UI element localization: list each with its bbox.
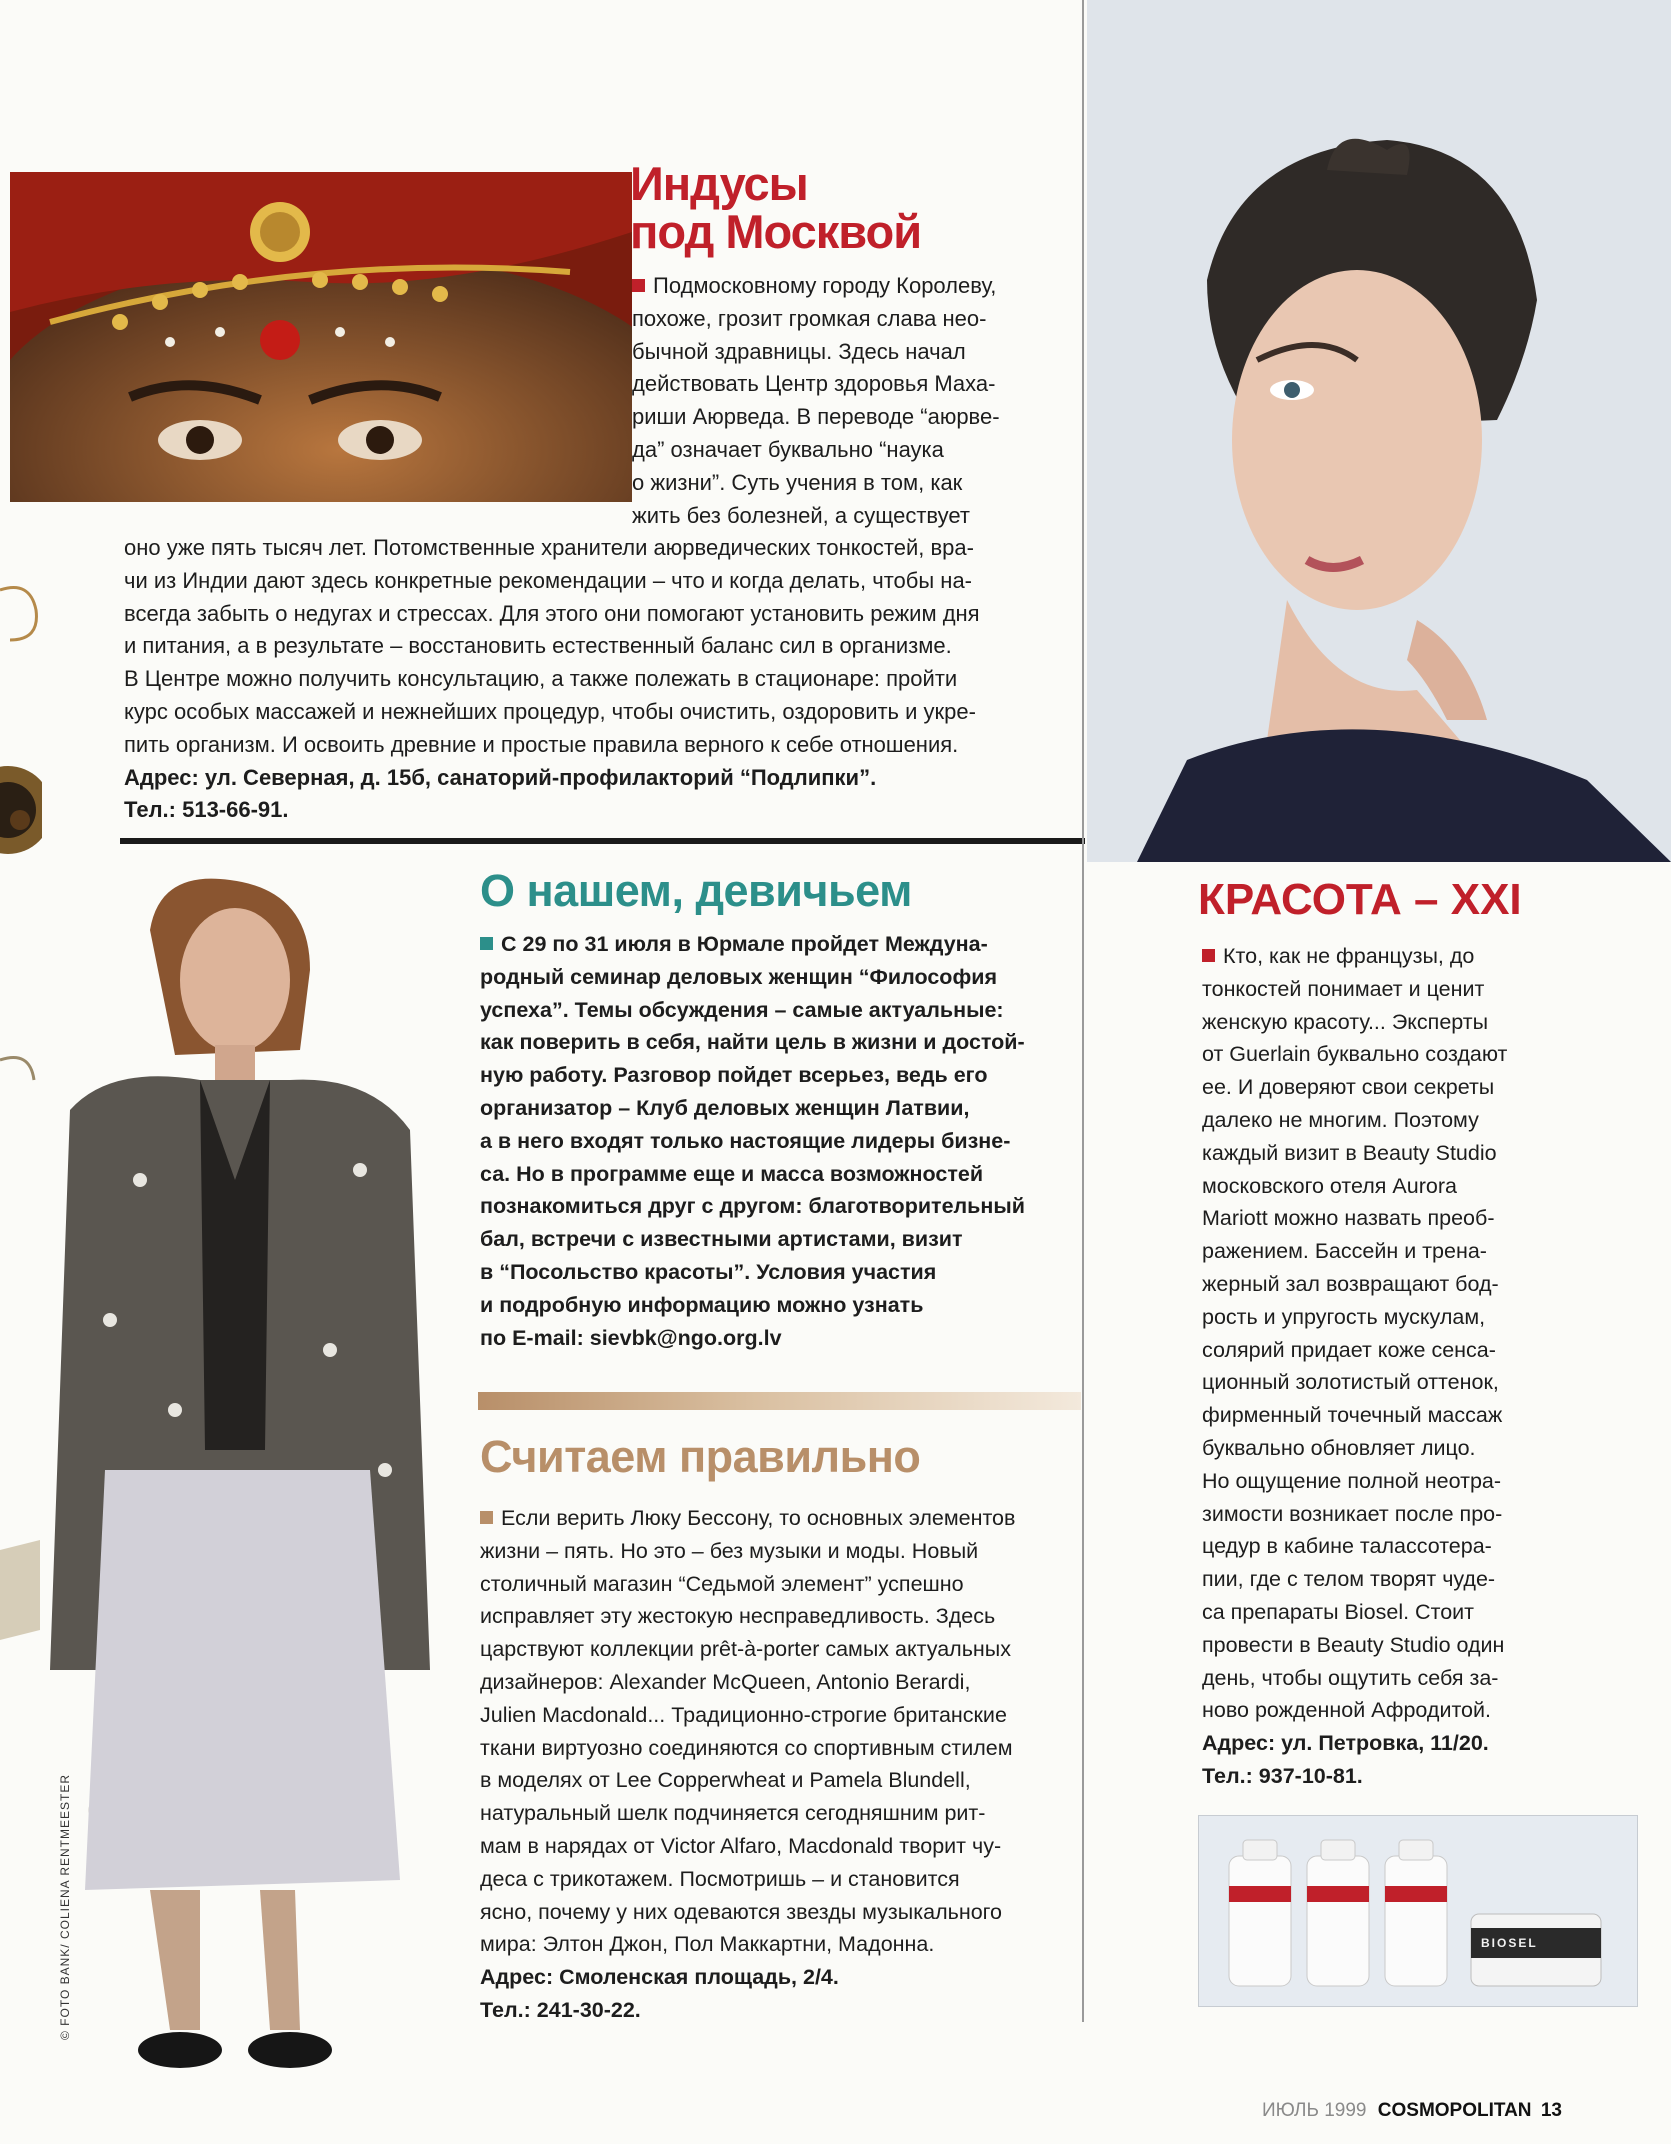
- text-line: организатор – Клуб деловых женщин Латвии,: [480, 1095, 970, 1120]
- article4-address: Адрес: ул. Петровка, 11/20.: [1202, 1731, 1489, 1756]
- text-line: деса с трикотажем. Посмотришь – и становится: [480, 1866, 960, 1891]
- text-line: тонкостей понимает и ценит: [1202, 976, 1485, 1001]
- text-line: Но ощущение полной неотра-: [1202, 1468, 1502, 1493]
- column-divider-bottom: [1082, 862, 1084, 2022]
- text-line: Julien Macdonald... Традиционно-строгие британские: [480, 1702, 1007, 1727]
- text-line: бал, встречи с известными артистами, визит: [480, 1227, 963, 1252]
- article2-title: О нашем, девичьем: [480, 865, 912, 916]
- text-line: С 29 по 31 июля в Юрмале пройдет Междуна-: [480, 928, 1080, 961]
- section-divider: [120, 838, 1085, 844]
- text-line: а в него входят только настоящие лидеры бизне-: [480, 1128, 1011, 1153]
- text-line: Если верить Люку Бессону, то основных элементов: [480, 1502, 1080, 1535]
- text-line: действовать Центр здоровья Маха-: [632, 371, 996, 397]
- footer-page-number: 13: [1540, 2100, 1562, 2121]
- text-line: Mariott можно назвать преоб-: [1202, 1206, 1495, 1231]
- text-line: В Центре можно получить консультацию, а также полежать в стационаре: пройти: [124, 666, 958, 692]
- footer-date: ИЮЛЬ 1999: [1262, 2100, 1367, 2121]
- text-line: мам в нарядах от Victor Alfaro, Macdonald творит чу-: [480, 1833, 1002, 1858]
- text-line: буквально обновляет лицо.: [1202, 1435, 1476, 1460]
- red-bullet-icon: [632, 279, 645, 292]
- text-line: жизни – пять. Но это – без музыки и моды. Новый: [480, 1538, 979, 1563]
- article1-title-line1: Индусы: [630, 157, 808, 210]
- column-divider-top: [1082, 0, 1084, 862]
- text-line: Подмосковному городу Королеву,: [632, 270, 1062, 303]
- article4-body: [1202, 940, 1642, 1793]
- article4-phone: Тел.: 937-10-81.: [1202, 1763, 1363, 1788]
- text-line: и подробную информацию можно узнать: [480, 1292, 924, 1317]
- text-line: оно уже пять тысяч лет. Потомственные хранители аюрведических тонкостей, вра-: [124, 535, 974, 560]
- text-line: женскую красоту... Эксперты: [1202, 1009, 1489, 1034]
- text-line: всегда забыть о недугах и стрессах. Для этого они помогают установить режим дня: [124, 600, 980, 626]
- text-line: чи из Индии дают здесь конкретные рекомендации – что и когда делать, чтобы на-: [124, 567, 972, 593]
- red-bullet-icon: [1202, 949, 1215, 962]
- article4-title: КРАСОТА – XXI: [1198, 875, 1522, 924]
- text-line: ясно, почему у них одеваются звезды музыкального: [480, 1899, 1002, 1924]
- text-line: столичный магазин “Седьмой элемент” успешно: [480, 1571, 964, 1596]
- text-line: цедур в кабине талассотера-: [1202, 1534, 1492, 1559]
- text-line: пии, где с телом творят чуде-: [1202, 1567, 1496, 1592]
- text-line: успеха”. Темы обсуждения – самые актуальные:: [480, 997, 1004, 1022]
- text-line: родный семинар деловых женщин “Философия: [480, 964, 998, 989]
- text-line: рость и упругость мускулам,: [1202, 1304, 1486, 1329]
- text-line: са препараты Biosel. Стоит: [1202, 1599, 1475, 1624]
- article3-title: Считаем правильно: [480, 1431, 921, 1482]
- text-line: зимости возникает после про-: [1202, 1501, 1503, 1526]
- text-line: да” означает буквально “наука: [632, 436, 944, 462]
- text-line: и питания, а в результате – восстановить естественный баланс сил в организме.: [124, 633, 952, 659]
- woman-portrait-illustration: [1087, 0, 1671, 862]
- text-line: ционный золотистый оттенок,: [1202, 1370, 1499, 1395]
- text-line: ново рожденной Афродитой.: [1202, 1698, 1492, 1723]
- text-line: са. Но в программе еще и масса возможностей: [480, 1161, 984, 1186]
- text-line: каждый визит в Beauty Studio: [1202, 1140, 1497, 1165]
- text-line: день, чтобы ощутить себя за-: [1202, 1665, 1499, 1690]
- text-line: дизайнеров: Alexander McQueen, Antonio Berardi,: [480, 1669, 971, 1694]
- text-line: далеко не многим. Поэтому: [1202, 1107, 1479, 1132]
- page-footer: [1262, 2100, 1562, 2122]
- text-line: как поверить в себя, найти цель в жизни и достой-: [480, 1030, 1025, 1055]
- text-line: от Guerlain буквально создают: [1202, 1042, 1508, 1067]
- text-line: Кто, как не французы, до: [1202, 940, 1642, 973]
- text-line: натуральный шелк подчиняется сегодняшним рит-: [480, 1801, 986, 1826]
- article1-body-narrow: [632, 270, 1062, 532]
- article3-phone: Тел.: 241-30-22.: [480, 1997, 641, 2022]
- text-line: пить организм. И освоить древние и простые правила верного к себе отношения.: [124, 731, 959, 757]
- text-line: бычной здравницы. Здесь начал: [632, 338, 966, 364]
- text-line: московского отеля Aurora: [1202, 1173, 1457, 1198]
- text-line: в моделях от Lee Copperwheat и Pamela Blundell,: [480, 1768, 971, 1793]
- article1-title: [630, 157, 922, 258]
- article1-address: Адрес: ул. Северная, д. 15б, санаторий-профилакторий “Подлипки”.: [124, 764, 877, 790]
- article1-title-line2: под Москвой: [630, 204, 922, 258]
- text-line: в “Посольство красоты”. Условия участия: [480, 1259, 937, 1284]
- footer-magazine: COSMOPOLITAN: [1377, 2100, 1532, 2121]
- woman-portrait-photo: [1087, 0, 1671, 862]
- text-line: о жизни”. Суть учения в том, как: [632, 469, 963, 495]
- text-line: ткани виртуозно соединяются со спортивным стилем: [480, 1735, 1013, 1760]
- text-line: исправляет эту жестокую несправедливость. Здесь: [480, 1604, 996, 1629]
- article3-address: Адрес: Смоленская площадь, 2/4.: [480, 1965, 839, 1990]
- biosel-bottles-illustration: [1199, 1816, 1637, 2006]
- text-line: ную работу. Разговор пойдет всерьез, ведь его: [480, 1063, 988, 1088]
- text-line: по E-mail: sievbk@ngo.org.lv: [480, 1325, 782, 1350]
- article1-phone: Тел.: 513-66-91.: [124, 797, 289, 823]
- tan-bullet-icon: [480, 1511, 493, 1524]
- text-line: познакомиться друг с другом: благотворительный: [480, 1194, 1025, 1219]
- photo-credit: © FOTO BANK/ COLIENA RENTMEESTER: [58, 1774, 72, 2040]
- tan-divider: [478, 1392, 1081, 1410]
- teal-bullet-icon: [480, 937, 493, 950]
- text-line: курс особых массажей и нежнейших процедур, чтобы очистить, оздоровить и укре-: [124, 698, 976, 724]
- article3-body: [480, 1502, 1080, 2027]
- indian-woman-photo: [10, 172, 632, 502]
- text-line: фирменный точечный массаж: [1202, 1403, 1503, 1428]
- text-line: похоже, грозит громкая слава нео-: [632, 305, 987, 331]
- biosel-products-photo: [1198, 1815, 1638, 2007]
- text-line: провести в Beauty Studio один: [1202, 1632, 1505, 1657]
- biosel-label: BIOSEL: [1481, 1936, 1538, 1950]
- text-line: мира: Элтон Джон, Пол Маккартни, Мадонна.: [480, 1932, 935, 1957]
- text-line: ее. И доверяют свои секреты: [1202, 1075, 1495, 1100]
- text-line: жерный зал возвращают бод-: [1202, 1271, 1499, 1296]
- article1-body-wide: [124, 532, 1074, 827]
- indian-woman-illustration: [10, 172, 632, 502]
- text-line: царствуют коллекции prêt-à-porter самых актуальных: [480, 1637, 1012, 1662]
- text-line: ражением. Бассейн и трена-: [1202, 1239, 1487, 1264]
- text-line: солярий придает коже сенса-: [1202, 1337, 1496, 1362]
- text-line: риши Аюрведа. В переводе “аюрве-: [632, 404, 1000, 430]
- text-line: жить без болезней, а существует: [632, 502, 970, 528]
- article2-body: [480, 928, 1080, 1354]
